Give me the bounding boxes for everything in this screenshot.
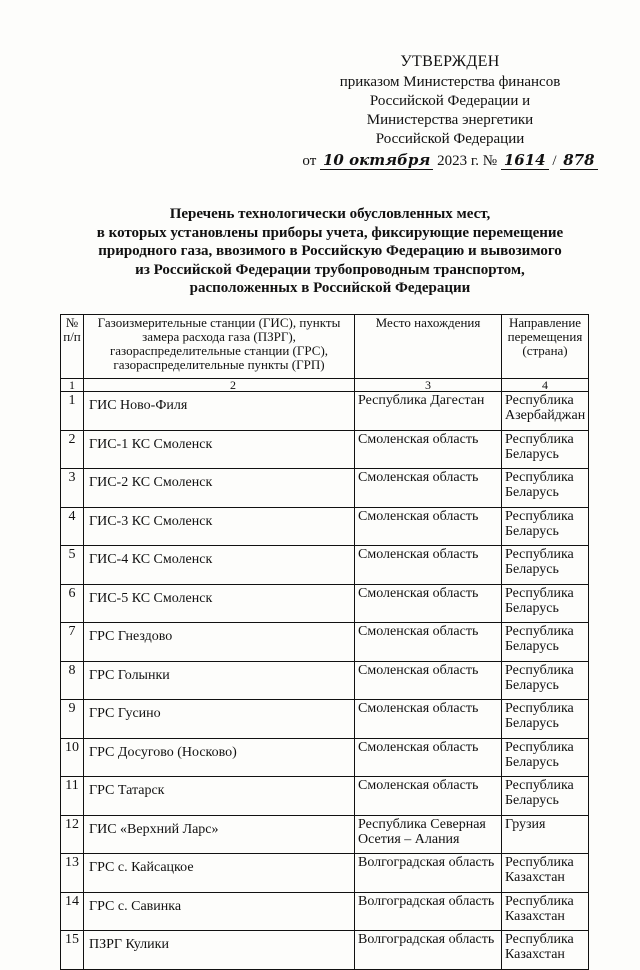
header-direction: Направление перемещения (страна) [502,315,589,379]
table-header-row [61,315,589,379]
title-line: расположенных в Российской Федерации [189,280,471,296]
row-number: 1 [61,392,84,431]
row-station: ГРС Досугово (Носково) [84,738,355,777]
stations-table [60,314,589,970]
row-station: ГИС-2 КС Смоленск [84,469,355,508]
order-prefix: от [302,153,317,169]
row-number: 10 [61,738,84,777]
table-row [61,815,589,854]
row-location: Республика Дагестан [355,392,502,431]
row-station: ГИС «Верхний Ларс» [84,815,355,854]
row-direction: Республика Беларусь [502,661,589,700]
table-row [61,584,589,623]
row-location: Республика Северная Осетия – Алания [355,815,502,854]
approval-line: Министерства энергетики [366,112,534,128]
row-direction: Республика Казахстан [502,892,589,931]
row-direction: Республика Азербайджан [502,392,589,431]
row-location: Смоленская область [355,584,502,623]
row-direction: Республика Казахстан [502,854,589,893]
row-number: 5 [61,546,84,585]
order-number-handwritten: 1614 [501,151,549,170]
row-location: Смоленская область [355,777,502,816]
header-location: Место нахождения [355,315,502,379]
row-station: ГРС Татарск [84,777,355,816]
row-direction: Республика Беларусь [502,546,589,585]
row-station: ГРС Голынки [84,661,355,700]
row-number: 2 [61,430,84,469]
order-number-2-handwritten: 878 [560,151,597,170]
row-direction: Республика Беларусь [502,507,589,546]
row-location: Смоленская область [355,700,502,739]
row-station: ГИС-1 КС Смоленск [84,430,355,469]
table-row [61,623,589,662]
approval-line: приказом Министерства финансов [339,74,561,90]
row-station: ГРС Гнездово [84,623,355,662]
row-location: Волгоградская область [355,892,502,931]
row-station: ГРС с. Савинка [84,892,355,931]
row-station: ГИС Ново-Филя [84,392,355,431]
column-number: 3 [355,379,502,392]
row-location: Смоленская область [355,623,502,662]
row-station: ГИС-4 КС Смоленск [84,546,355,585]
title-line: в которых установлены приборы учета, фиксирующие перемещение [96,224,564,241]
table-row [61,661,589,700]
table-row [61,777,589,816]
row-direction: Республика Беларусь [502,738,589,777]
row-number: 14 [61,892,84,931]
header-station: Газоизмерительные станции (ГИС), пункты замера расхода газа (ПЗРГ), газораспределительные станции (ГРС), газораспределительные пункты (ГРП) [84,315,355,379]
document-title [40,205,620,298]
order-reference [300,151,600,171]
row-direction: Республика Беларусь [502,584,589,623]
column-number: 4 [502,379,589,392]
title-line: природного газа, ввозимого в Российскую Федерацию и вывозимого [98,243,562,259]
row-direction: Грузия [502,815,589,854]
order-date-handwritten: 10 октября [320,151,433,170]
row-location: Смоленская область [355,507,502,546]
row-location: Смоленская область [355,738,502,777]
table-row [61,738,589,777]
row-direction: Республика Беларусь [502,430,589,469]
row-number: 15 [61,931,84,970]
row-number: 7 [61,623,84,662]
row-station: ГИС-5 КС Смоленск [84,584,355,623]
row-number: 4 [61,507,84,546]
row-direction: Республика Беларусь [502,469,589,508]
approval-line: Российской Федерации [375,131,525,147]
row-station: ПЗРГ Кулики [84,931,355,970]
row-station: ГРС с. Кайсацкое [84,854,355,893]
row-number: 12 [61,815,84,854]
table-row [61,892,589,931]
table-row [61,854,589,893]
row-direction: Республика Беларусь [502,700,589,739]
row-number: 11 [61,777,84,816]
row-station: ГРС Гусино [84,700,355,739]
table-row [61,931,589,970]
row-location: Волгоградская область [355,931,502,970]
title-line: Перечень технологически обусловленных мест, [169,206,491,222]
column-number: 1 [61,379,84,392]
approval-heading: УТВЕРЖДЕН [400,53,500,70]
column-number-row [61,379,589,392]
row-location: Волгоградская область [355,854,502,893]
row-direction: Республика Беларусь [502,623,589,662]
row-number: 13 [61,854,84,893]
row-number: 9 [61,700,84,739]
table-row [61,700,589,739]
row-location: Смоленская область [355,661,502,700]
row-number: 8 [61,661,84,700]
approval-block [300,52,600,171]
row-number: 6 [61,584,84,623]
row-location: Смоленская область [355,546,502,585]
table-row [61,546,589,585]
order-year: 2023 г. № [437,153,498,169]
table-row [61,507,589,546]
table-row [61,392,589,431]
row-station: ГИС-3 КС Смоленск [84,507,355,546]
row-location: Смоленская область [355,469,502,508]
row-direction: Республика Казахстан [502,931,589,970]
order-separator: / [552,153,557,169]
title-line: из Российской Федерации трубопроводным транспортом, [135,261,525,278]
row-number: 3 [61,469,84,508]
column-number: 2 [84,379,355,392]
row-location: Смоленская область [355,430,502,469]
table-row [61,469,589,508]
row-direction: Республика Беларусь [502,777,589,816]
approval-line: Российской Федерации и [369,93,531,109]
header-number: № п/п [61,315,84,379]
table-row [61,430,589,469]
